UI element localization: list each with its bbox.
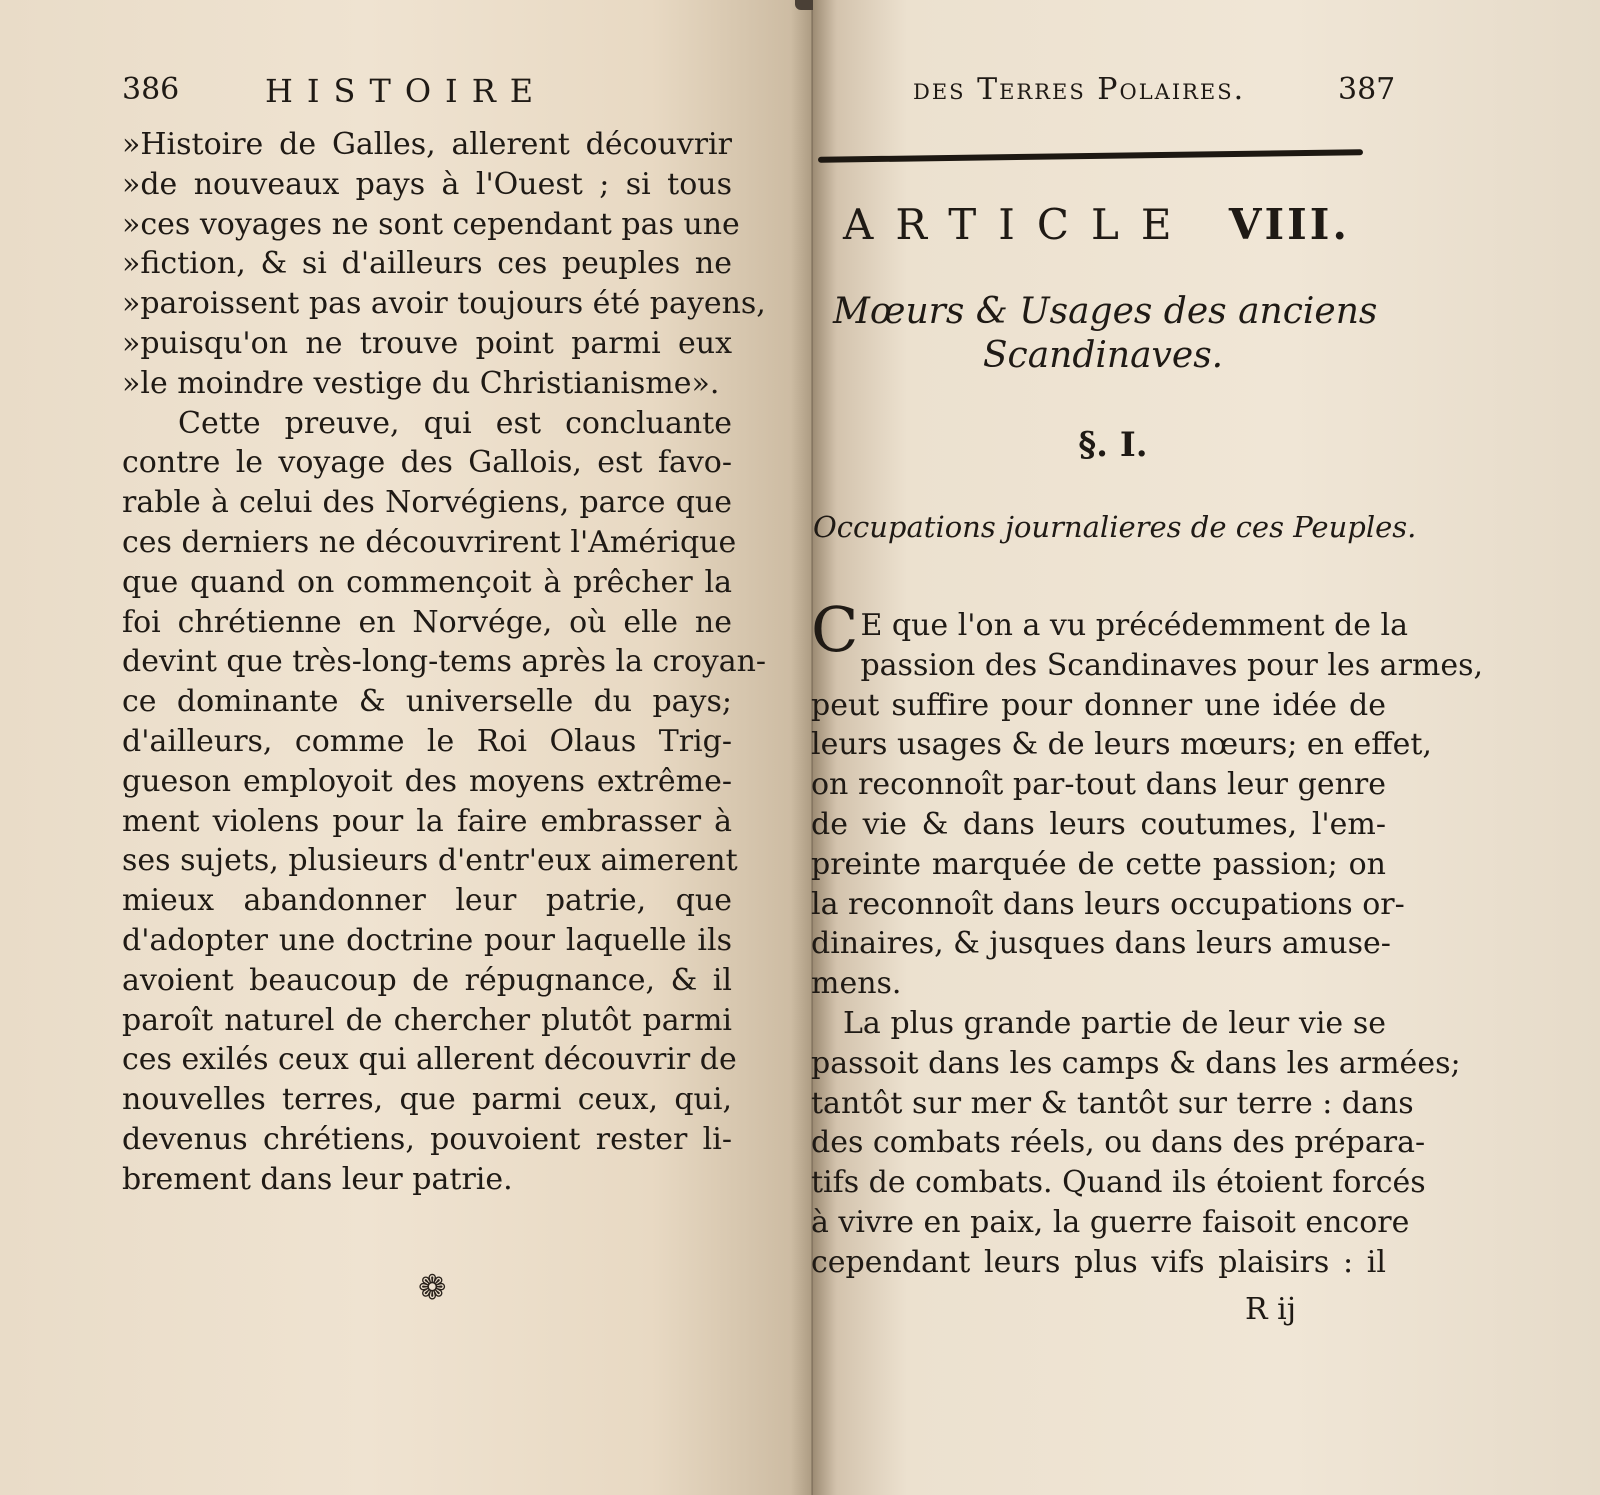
text-line: ment violens pour la faire embrasser à <box>122 803 732 839</box>
article-word: ARTICLE <box>843 200 1194 249</box>
header-rule <box>818 149 1363 163</box>
text-line: tifs de combats. Quand ils étoient forcés <box>811 1165 1426 1201</box>
text-line: preinte marquée de cette passion; on <box>811 846 1386 882</box>
body-text <box>122 125 767 1200</box>
drop-cap: C <box>811 593 859 666</box>
text-line: passion des Scandinaves pour les armes, <box>860 647 1484 683</box>
text-line: passoit dans les camps & dans les armées; <box>811 1045 1461 1081</box>
text-line: brement dans leur patrie. <box>122 1161 513 1197</box>
text-line: ces exilés ceux qui allerent découvrir de <box>122 1042 737 1078</box>
subtitle-line: Scandinaves. <box>982 335 1224 376</box>
text-line: rable à celui des Norvégiens, parce que <box>122 485 732 521</box>
text-line: E que l'on a vu précédemment de la <box>860 608 1409 643</box>
article-number: VIII. <box>1228 200 1351 249</box>
page-number: 387 <box>1338 72 1396 107</box>
text-line: gueson employoit des moyens extrême- <box>122 763 732 799</box>
text-line: que quand on commençoit à prêcher la <box>122 564 732 600</box>
text-line: Cette preuve, qui est concluante <box>178 405 732 441</box>
text-line: mieux abandonner leur patrie, que <box>122 883 732 919</box>
text-line: »ces voyages ne sont cependant pas une <box>122 206 740 242</box>
text-line: de vie & dans leurs coutumes, l'em- <box>811 806 1386 842</box>
text-line: leurs usages & de leurs mœurs; en effet, <box>811 727 1432 763</box>
signature-mark: R ij <box>1245 1292 1297 1327</box>
text-line: paroît naturel de chercher plutôt parmi <box>122 1002 732 1038</box>
section-title: Occupations journalieres de ces Peuples. <box>813 510 1417 544</box>
text-line: »fiction, & si d'ailleurs ces peuples ne <box>122 246 732 282</box>
body-text <box>811 593 1484 1283</box>
running-head: des Terres Polaires. <box>913 72 1246 107</box>
text-line: ces derniers ne découvrirent l'Amérique <box>122 524 737 560</box>
text-line: »paroissent pas avoir toujours été payens, <box>122 286 766 322</box>
article-heading <box>843 200 1358 249</box>
text-line: »Histoire de Galles, allerent découvrir <box>122 127 732 162</box>
text-line: devint que très-long-tems après la croyan- <box>122 644 767 680</box>
text-line: nouvelles terres, que parmi ceux, qui, <box>122 1082 732 1118</box>
text-line: ce dominante & universelle du pays; <box>122 684 732 720</box>
text-line: la reconnoît dans leurs occupations or- <box>811 886 1405 922</box>
fleuron-ornament-icon: ❁ <box>418 1268 447 1308</box>
text-line: avoient beaucoup de répugnance, & il <box>122 962 732 998</box>
text-line: contre le voyage des Gallois, est favo- <box>122 445 732 481</box>
text-line: cependant leurs plus vifs plaisirs : il <box>811 1244 1386 1280</box>
text-line: »le moindre vestige du Christianisme». <box>122 365 720 401</box>
text-line: foi chrétienne en Norvége, où elle ne <box>122 604 732 640</box>
subtitle-line: Mœurs & Usages des anciens <box>833 291 1378 332</box>
page-number: 386 <box>122 72 180 107</box>
text-line: mens. <box>811 966 902 1002</box>
text-line: dinaires, & jusques dans leurs amuse- <box>811 926 1391 962</box>
text-line: tantôt sur mer & tantôt sur terre : dans <box>811 1085 1414 1121</box>
text-line: »de nouveaux pays à l'Ouest ; si tous <box>122 166 732 202</box>
text-line: »puisqu'on ne trouve point parmi eux <box>122 325 732 361</box>
article-subtitle <box>833 290 1378 378</box>
text-line: devenus chrétiens, pouvoient rester li- <box>122 1121 732 1157</box>
text-line: à vivre en paix, la guerre faisoit encore <box>811 1204 1410 1240</box>
text-line: ses sujets, plusieurs d'entr'eux aimerent <box>122 843 738 879</box>
text-line: d'ailleurs, comme le Roi Olaus Trig- <box>122 723 732 759</box>
text-line: peut suffire pour donner une idée de <box>811 687 1386 723</box>
running-head: HISTOIRE <box>265 72 548 110</box>
text-line: La plus grande partie de leur vie se <box>843 1005 1386 1041</box>
text-line: des combats réels, ou dans des prépara- <box>811 1125 1426 1161</box>
text-line: on reconnoît par-tout dans leur genre <box>811 767 1386 803</box>
text-line: d'adopter une doctrine pour laquelle ils <box>122 922 732 958</box>
section-heading: §. I. <box>1078 425 1148 465</box>
right-page <box>813 0 1600 1495</box>
